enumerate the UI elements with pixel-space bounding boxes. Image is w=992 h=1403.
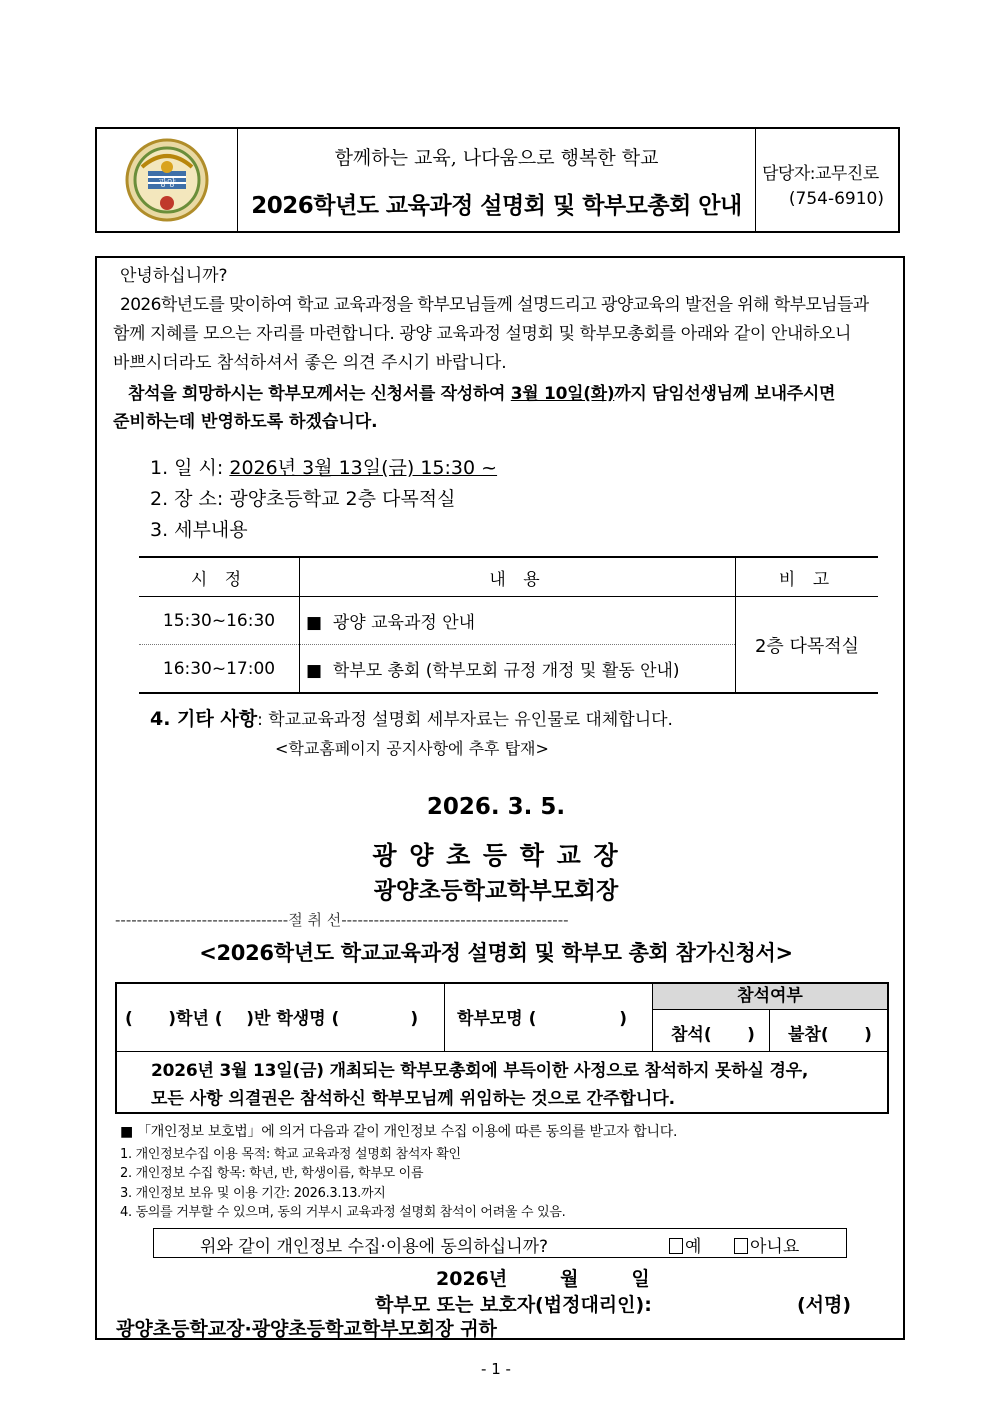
addressee: 광양초등학교장·광양초등학교학부모회장 귀하: [116, 1318, 497, 1340]
issue-date: 2026. 3. 5.: [426, 794, 566, 820]
schedule-content: [300, 645, 736, 694]
greeting: 안녕하십니까?: [120, 266, 228, 286]
item-date: [150, 453, 497, 483]
schedule-content-text: 학부모 총회 (학부모회 규정 개정 및 활동 안내): [332, 661, 680, 681]
privacy-item: 4. 동의를 거부할 수 있으며, 동의 거부시 교육과정 설명회 참석이 어려울 수 있음.: [120, 1205, 566, 1220]
consent-box: [153, 1228, 847, 1258]
schedule-content-text: 광양 교육과정 안내: [332, 613, 476, 633]
parents-association-title: 광양초등학교학부모회장: [373, 878, 619, 904]
page-number: - 1 -: [481, 1360, 511, 1378]
checkbox-icon[interactable]: [734, 1238, 748, 1254]
consent-yes-label: 예: [685, 1237, 702, 1257]
intro-line-2: 함께 지혜를 모으는 자리를 마련합니다. 광양 교육과정 설명회 및 학부모총회를 아래와 같이 안내하오니: [113, 324, 851, 344]
etc-label: 4. 기타 사항: [150, 708, 258, 730]
intro-line-3: 바쁘시더라도 참석하셔서 좋은 의견 주시기 바랍니다.: [113, 353, 507, 373]
request-deadline: 3월 10일(화): [510, 384, 615, 404]
date-label: 1. 일 시:: [150, 457, 230, 479]
schedule-header-row: [139, 557, 878, 597]
attendance-request-line-1: [128, 379, 835, 409]
schedule-header-time: 시 정: [139, 557, 300, 597]
schedule-header-content: 내 용: [300, 557, 736, 597]
intro-line-1: 2026학년도를 맞이하여 학교 교육과정을 학부모님들께 설명드리고 광양교육의 발전을 위해 학부모님들과: [120, 295, 869, 315]
table-row: [139, 597, 878, 645]
date-value: 2026년 3월 13일(금) 15:30 ~: [229, 457, 498, 479]
schedule-time: 16:30~17:00: [139, 645, 300, 694]
proxy-notice-line-1: 2026년 3월 13일(금) 개최되는 학부모총회에 부득이한 사정으로 참석하지 못하실 경우,: [151, 1061, 809, 1081]
privacy-item: 1. 개인정보수집 이용 목적: 학교 교육과정 설명회 참석자 확인: [120, 1147, 461, 1162]
contact-cell: [756, 129, 898, 231]
signature-field[interactable]: (서명): [797, 1294, 852, 1316]
consent-question: 위와 같이 개인정보 수집·이용에 동의하십니까?: [200, 1237, 549, 1257]
consent-yes-option[interactable]: [669, 1232, 701, 1257]
checkbox-icon[interactable]: [669, 1238, 683, 1254]
request-text-b: 까지 담임선생님께 보내주시면: [614, 384, 836, 404]
contact-phone: (754-6910): [788, 189, 884, 209]
schedule-header-note: 비 고: [736, 557, 879, 597]
school-emblem-icon: [124, 137, 210, 223]
parent-name-field[interactable]: 학부모명 ( ): [445, 984, 653, 1052]
contact-person: 담당자:교무진로: [762, 164, 879, 184]
application-title: <2026학년도 학교교육과정 설명회 및 학부모 총회 참가신청서>: [199, 941, 793, 965]
schedule-note: 2층 다목적실: [736, 597, 879, 694]
privacy-item: 2. 개인정보 수집 항목: 학년, 반, 학생이름, 학부모 이름: [120, 1166, 424, 1181]
bullet-icon: ■: [306, 661, 323, 681]
signer-label: 학부모 또는 보호자(법정대리인):: [375, 1294, 652, 1316]
principal-title: 광 양 초 등 학 교 장: [372, 841, 620, 870]
privacy-intro: ■ 「개인정보 보호법」에 의거 다음과 같이 개인정보 수집 이용에 따른 동의를 받고자 합니다.: [120, 1124, 678, 1140]
etc-note: <학교홈페이지 공지사항에 추후 탑재>: [275, 739, 549, 758]
proxy-notice-line-2: 모든 사항 의결권은 참석하신 학부모님께 위임하는 것으로 간주합니다.: [151, 1089, 676, 1109]
header-box: [95, 127, 900, 233]
title-cell: [238, 129, 756, 231]
cut-line: --------------------------------절 취 선------------------------------------------: [115, 911, 569, 929]
etc-value: : 학교교육과정 설명회 세부자료는 유인물로 대체합니다.: [257, 710, 673, 730]
document-title: 2026학년도 교육과정 설명회 및 학부모총회 안내: [251, 193, 742, 219]
school-slogan: 함께하는 교육, 나다움으로 행복한 학교: [334, 147, 659, 169]
svg-text:광양: 광양: [158, 179, 176, 189]
item-etc: [150, 704, 673, 735]
attendance-request-line-2: 준비하는데 반영하도록 하겠습니다.: [113, 412, 378, 432]
attend-yes-field[interactable]: 참석( ): [653, 1010, 770, 1052]
consent-no-option[interactable]: [734, 1232, 799, 1257]
bullet-icon: ■: [306, 613, 323, 633]
consent-no-label: 아니요: [750, 1237, 800, 1257]
request-text-a: 참석을 희망하시는 학부모께서는 신청서를 작성하여: [128, 384, 511, 404]
item-detail-label: 3. 세부내용: [150, 519, 248, 541]
attendance-header: 참석여부: [653, 984, 887, 1010]
attend-no-field[interactable]: 불참( ): [770, 1010, 887, 1052]
student-field[interactable]: ( )학년 ( )반 학생명 ( ): [117, 984, 445, 1052]
logo-cell: [97, 129, 238, 231]
schedule-table: [139, 556, 878, 694]
place-value: 광양초등학교 2층 다목적실: [229, 488, 456, 510]
schedule-time: 15:30~16:30: [139, 597, 300, 645]
signature-date: 2026년 월 일: [436, 1268, 650, 1290]
item-place: [150, 484, 455, 514]
privacy-item: 3. 개인정보 보유 및 이용 기간: 2026.3.13.까지: [120, 1186, 386, 1201]
place-label: 2. 장 소:: [150, 488, 230, 510]
application-form: [115, 982, 889, 1114]
schedule-content: [300, 597, 736, 645]
